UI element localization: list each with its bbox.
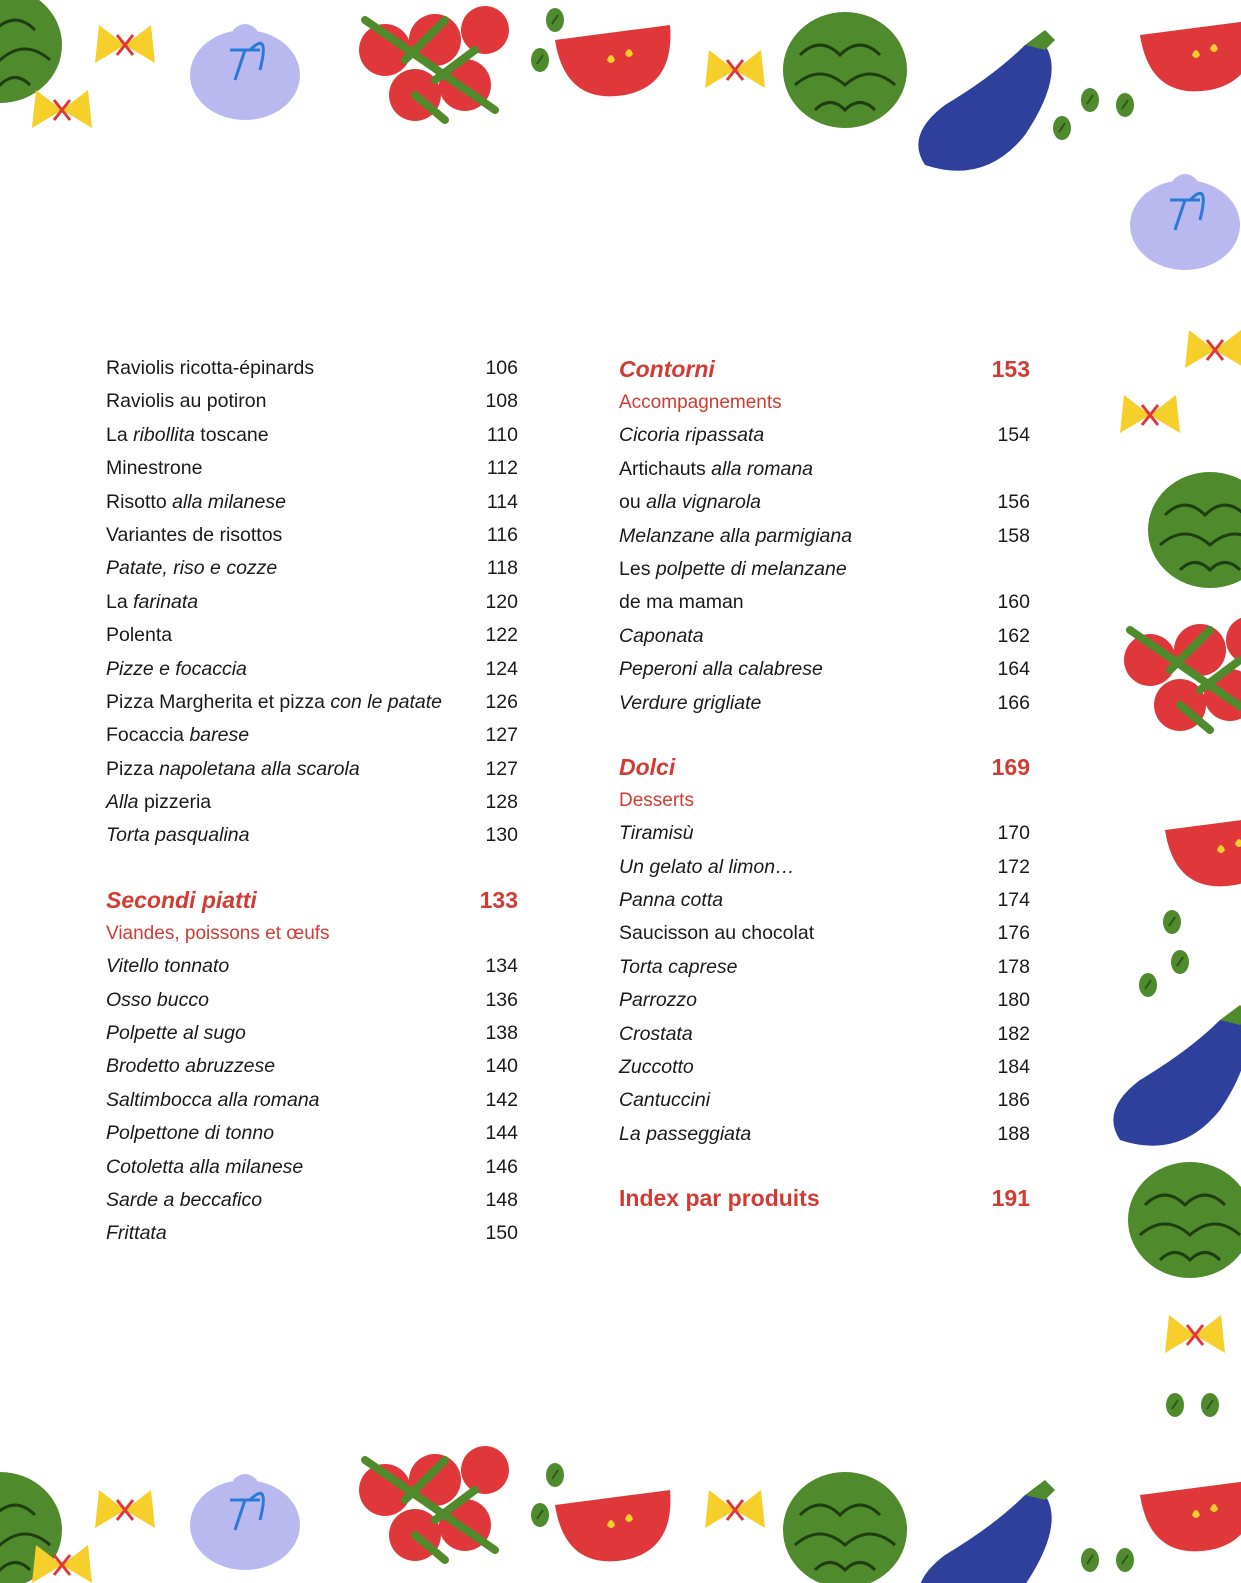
toc-entry-label: Peperoni alla calabrese: [619, 658, 823, 681]
toc-entry-page: 180: [997, 989, 1030, 1012]
section-index[interactable]: [619, 1181, 1030, 1215]
toc-entry-page: 120: [485, 590, 518, 613]
cherry-tomatoes-icon: [359, 1446, 509, 1561]
toc-entry-page: 146: [485, 1155, 518, 1178]
toc-entry-label: Panna cotta: [619, 889, 724, 912]
toc-entry-page: 140: [485, 1055, 518, 1078]
toc-entry-label: Pizze e focaccia: [106, 657, 247, 680]
farfalle-icon: [95, 1490, 155, 1528]
toc-entry[interactable]: [619, 520, 1030, 553]
toc-entry-label: Caponata: [619, 624, 704, 647]
toc-entry-page: 164: [997, 658, 1030, 681]
toc-entry[interactable]: [106, 950, 518, 983]
toc-entry-page: 170: [997, 822, 1030, 845]
basil-leaf-icon: [1053, 116, 1071, 140]
toc-entry-label: Torta pasqualina: [106, 824, 250, 847]
basil-leaf-icon: [1171, 950, 1189, 974]
toc-entry[interactable]: [106, 1117, 518, 1150]
farfalle-icon: [32, 1545, 92, 1583]
section-secondi[interactable]: [106, 883, 518, 917]
toc-entry-page: 182: [997, 1022, 1030, 1045]
toc-entry-label: Artichauts alla romana: [619, 457, 814, 480]
toc-entry-page: 160: [997, 591, 1030, 614]
toc-entry-page: 136: [485, 988, 518, 1011]
basil-leaf-icon: [1166, 1393, 1184, 1417]
toc-entry-page: 127: [485, 757, 518, 780]
tomato-slice-icon: [555, 25, 670, 96]
toc-entry[interactable]: [619, 1018, 1030, 1051]
toc-entry-page: 122: [485, 624, 518, 647]
toc-entry-label: Tiramisù: [619, 822, 694, 845]
toc-entry-label: Cantuccini: [619, 1089, 711, 1112]
artichoke-icon: [783, 1472, 907, 1583]
farfalle-icon: [1185, 330, 1241, 368]
toc-entry[interactable]: [106, 1084, 518, 1117]
basil-leaf-icon: [1139, 973, 1157, 997]
cherry-tomatoes-icon: [1124, 616, 1241, 731]
toc-entry[interactable]: [106, 819, 518, 852]
toc-entry[interactable]: [106, 419, 518, 452]
artichoke-icon: [0, 0, 62, 103]
toc-left-column: [106, 352, 518, 1251]
basil-leaf-icon: [1116, 93, 1134, 117]
toc-entry-page: 128: [485, 791, 518, 814]
section-contorni[interactable]: [619, 352, 1030, 386]
section-title: Dolci: [619, 753, 676, 780]
farfalle-icon: [705, 1490, 765, 1528]
toc-entry-label: Parrozzo: [619, 989, 698, 1012]
toc-entry-label: Pizza Margherita et pizza con le patate: [106, 690, 443, 713]
toc-entry-label: Alla pizzeria: [106, 791, 212, 814]
toc-right-column: [619, 352, 1030, 1215]
toc-entry-page: 150: [485, 1222, 518, 1245]
section-subtitle: Desserts: [619, 789, 694, 811]
toc-entry-label: Raviolis ricotta-épinards: [106, 357, 315, 379]
toc-entry-page: 108: [485, 390, 518, 413]
farfalle-icon: [1165, 1315, 1225, 1353]
section-title: Contorni: [619, 356, 715, 382]
toc-entries-secondi: [106, 950, 518, 1251]
toc-entry[interactable]: [106, 1184, 518, 1217]
toc-entry-label: Risotto alla milanese: [106, 490, 286, 513]
basil-leaf-icon: [1116, 1548, 1134, 1572]
toc-entry[interactable]: [619, 1118, 1030, 1151]
toc-entry-label: Crostata: [619, 1022, 693, 1045]
toc-entries-continued: [106, 352, 518, 853]
toc-entry[interactable]: [106, 1151, 518, 1184]
toc-entry-label: Cotoletta alla milanese: [106, 1155, 304, 1178]
toc-entry-label: Saucisson au chocolat: [619, 922, 815, 945]
toc-entry-label: Vitello tonnato: [106, 955, 230, 978]
toc-entry-label: Patate, riso e cozze: [106, 557, 278, 580]
toc-entry[interactable]: [106, 686, 518, 719]
toc-entry[interactable]: [106, 984, 518, 1017]
toc-entry-page: 124: [485, 657, 518, 680]
toc-entry[interactable]: [106, 452, 518, 485]
toc-entry[interactable]: [619, 453, 1030, 486]
toc-entry-page: 178: [997, 955, 1030, 978]
toc-entry[interactable]: [619, 1051, 1030, 1084]
toc-entry-label: Frittata: [106, 1222, 167, 1245]
eggplant-icon: [918, 1480, 1055, 1583]
toc-entry-label: Saltimbocca alla romana: [106, 1088, 320, 1111]
toc-entry[interactable]: [106, 653, 518, 686]
artichoke-icon: [1148, 472, 1241, 588]
toc-entry-label: La farinata: [106, 590, 199, 613]
toc-entry-label: Sarde a beccafico: [106, 1188, 263, 1211]
basil-leaf-icon: [546, 1463, 564, 1487]
farfalle-icon: [32, 90, 92, 128]
toc-entry-label: La passeggiata: [619, 1122, 752, 1145]
basil-leaf-icon: [1201, 1393, 1219, 1417]
toc-entry[interactable]: [619, 419, 1030, 452]
toc-entry-label: Osso bucco: [106, 988, 209, 1011]
toc-entry-page: 188: [997, 1122, 1030, 1145]
toc-entry-page: 118: [486, 557, 518, 580]
toc-entry-page: 176: [997, 922, 1030, 945]
toc-entry[interactable]: [106, 586, 518, 619]
basil-leaf-icon: [1081, 1548, 1099, 1572]
basil-leaf-icon: [546, 8, 564, 32]
toc-entry-page: 148: [485, 1188, 518, 1211]
artichoke-icon: [1128, 1162, 1241, 1278]
toc-entry-page: 134: [485, 955, 518, 978]
cherry-tomatoes-icon: [359, 6, 509, 121]
section-page: 169: [991, 753, 1030, 780]
burrata-icon: [1130, 174, 1240, 270]
section-page: 133: [479, 886, 518, 913]
toc-entry-label: Polpette al sugo: [106, 1022, 246, 1045]
toc-entry-page: 184: [997, 1056, 1030, 1079]
section-subtitle: Viandes, poissons et œufs: [106, 922, 330, 944]
toc-entry-page: 106: [485, 357, 518, 379]
toc-entry[interactable]: [619, 884, 1030, 917]
toc-entry-label: Polenta: [106, 624, 173, 647]
toc-entry-label: Raviolis au potiron: [106, 390, 267, 413]
farfalle-icon: [1120, 395, 1180, 433]
toc-entry-page: 110: [486, 423, 518, 446]
toc-entry-page: 114: [486, 490, 518, 513]
toc-entry-page: 142: [485, 1088, 518, 1111]
basil-leaf-icon: [531, 48, 549, 72]
toc-entry[interactable]: [106, 552, 518, 585]
toc-entry-label: Les polpette di melanzane: [619, 557, 847, 580]
toc-entry[interactable]: [106, 753, 518, 786]
toc-entry-page: 127: [485, 724, 518, 747]
toc-entry-label: La ribollita toscane: [106, 423, 269, 446]
toc-entry-label: Variantes de risottos: [106, 523, 283, 546]
burrata-icon: [190, 24, 300, 120]
section-page: 191: [991, 1185, 1030, 1212]
section-subtitle: Accompagnements: [619, 392, 782, 413]
toc-entry[interactable]: [106, 1050, 518, 1083]
toc-entry[interactable]: [619, 951, 1030, 984]
toc-entry-page: 116: [486, 523, 518, 546]
toc-entry-page: 156: [997, 491, 1030, 514]
toc-entry[interactable]: [106, 352, 518, 385]
toc-entry-page: 112: [486, 457, 518, 480]
toc-entry-page: 126: [485, 690, 518, 713]
toc-entry[interactable]: [106, 385, 518, 418]
toc-entry[interactable]: [106, 619, 518, 652]
toc-entry-page: 130: [485, 824, 518, 847]
toc-entry-label: Focaccia barese: [106, 724, 250, 747]
toc-entry-label: Pizza napoletana alla scarola: [106, 757, 360, 780]
toc-entry[interactable]: [619, 620, 1030, 653]
tomato-slice-icon: [555, 1490, 670, 1561]
toc-entry-label: Minestrone: [106, 457, 203, 480]
toc-entry-label: Torta caprese: [619, 955, 738, 978]
toc-entry-page: 154: [997, 424, 1030, 447]
tomato-slice-icon: [1165, 815, 1241, 886]
section-page: 153: [991, 356, 1030, 382]
section-title: Secondi piatti: [106, 886, 257, 913]
toc-entry[interactable]: [106, 1017, 518, 1050]
section-title: Index par produits: [619, 1185, 820, 1212]
toc-entries-dolci: [619, 817, 1030, 1151]
toc-entry[interactable]: [619, 687, 1030, 720]
toc-entry-page: 166: [997, 691, 1030, 714]
toc-entry-page: 162: [997, 624, 1030, 647]
toc-entry[interactable]: [619, 486, 1030, 519]
basil-leaf-icon: [1081, 88, 1099, 112]
burrata-icon: [190, 1474, 300, 1570]
farfalle-icon: [705, 50, 765, 88]
toc-entry[interactable]: [619, 984, 1030, 1017]
basil-leaf-icon: [1163, 910, 1181, 934]
toc-entry[interactable]: [106, 786, 518, 819]
toc-entry[interactable]: [106, 519, 518, 552]
toc-entry[interactable]: [619, 817, 1030, 850]
toc-entry[interactable]: [619, 1084, 1030, 1117]
basil-leaf-icon: [531, 1503, 549, 1527]
toc-entry-page: 186: [997, 1089, 1030, 1112]
tomato-slice-icon: [1140, 20, 1241, 91]
toc-entry[interactable]: [106, 719, 518, 752]
toc-entry-page: 174: [997, 889, 1030, 912]
section-dolci[interactable]: [619, 750, 1030, 784]
toc-entry[interactable]: [106, 1217, 518, 1250]
toc-entry-label: de ma maman: [619, 591, 744, 614]
toc-entry-label: Zuccotto: [619, 1056, 694, 1079]
toc-entry[interactable]: [619, 653, 1030, 686]
eggplant-icon: [918, 30, 1055, 171]
toc-entry[interactable]: [106, 486, 518, 519]
eggplant-icon: [1113, 1005, 1241, 1146]
toc-entry[interactable]: [619, 917, 1030, 950]
toc-entry[interactable]: [619, 586, 1030, 619]
toc-entry-label: Brodetto abruzzese: [106, 1055, 276, 1078]
toc-entry-label: Cicoria ripassata: [619, 424, 765, 447]
toc-entry-label: Un gelato al limon…: [619, 855, 795, 878]
toc-entry-label: Verdure grigliate: [619, 691, 762, 714]
toc-entries-contorni: [619, 419, 1030, 720]
artichoke-icon: [783, 12, 907, 128]
toc-entry[interactable]: [619, 851, 1030, 884]
tomato-slice-icon: [1140, 1480, 1241, 1551]
toc-entry-page: 158: [997, 524, 1030, 547]
farfalle-icon: [95, 25, 155, 63]
toc-entry-label: Polpettone di tonno: [106, 1122, 275, 1145]
toc-entry[interactable]: [619, 553, 1030, 586]
toc-entry-page: 138: [485, 1022, 518, 1045]
toc-entry-page: 172: [997, 855, 1030, 878]
toc-entry-label: ou alla vignarola: [619, 491, 762, 514]
toc-entry-page: 144: [485, 1122, 518, 1145]
artichoke-icon: [0, 1472, 62, 1583]
toc-entry-label: Melanzane alla parmigiana: [619, 524, 853, 547]
